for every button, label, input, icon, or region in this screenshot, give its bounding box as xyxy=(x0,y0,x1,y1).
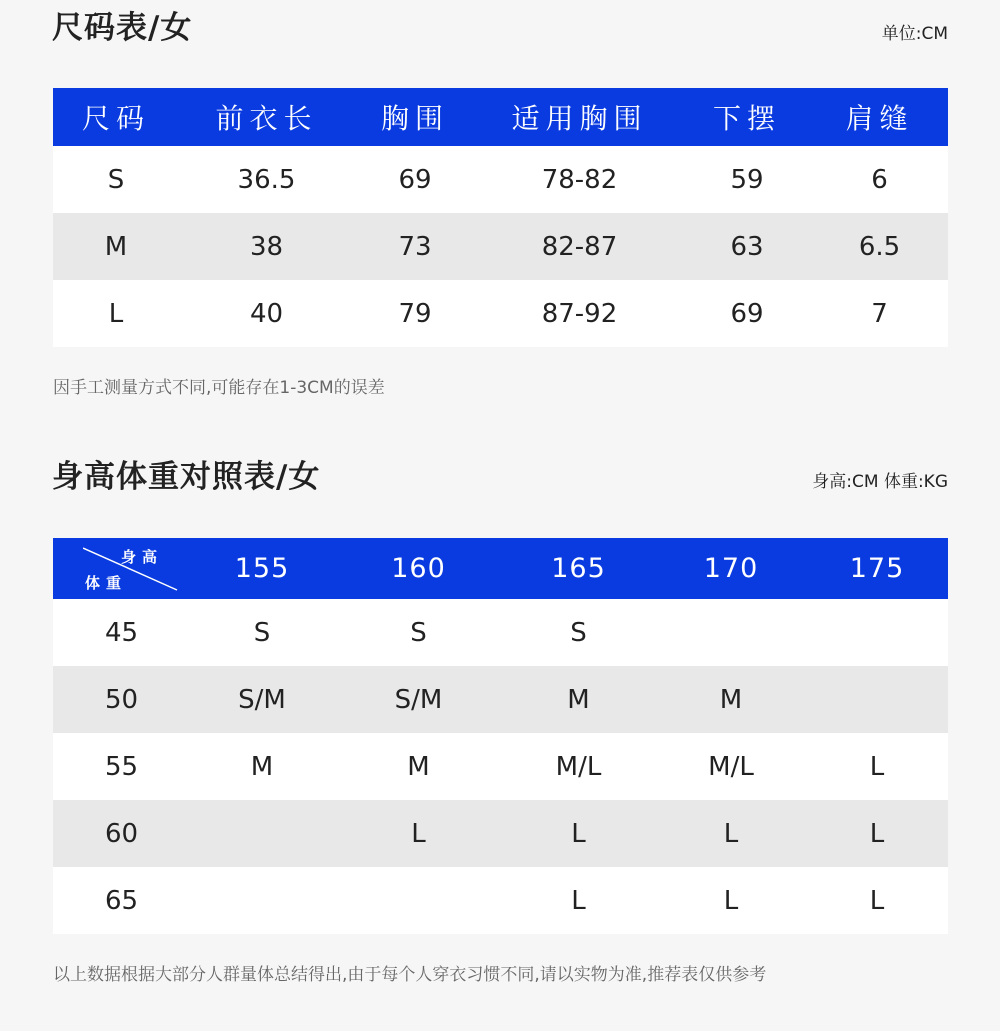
table-row xyxy=(53,733,948,800)
fit-chart-table xyxy=(53,538,948,934)
size-chart-title: 尺码表/女 xyxy=(52,10,193,46)
size-chart-table xyxy=(53,88,948,347)
size-chart-header-row xyxy=(53,88,948,146)
table-row xyxy=(53,666,948,733)
size-recommendation: L xyxy=(723,885,739,916)
table-row xyxy=(53,599,948,666)
size-recommendation: S xyxy=(410,617,427,648)
front-length-cell: 38 xyxy=(249,231,284,262)
size-cell: M xyxy=(104,231,128,262)
corner-height-label: 身高 xyxy=(121,548,164,566)
header-chest: 胸围 xyxy=(380,102,449,135)
corner-weight-label: 体重 xyxy=(85,574,128,592)
size-recommendation: S/M xyxy=(238,684,286,715)
height-header: 155 xyxy=(234,553,290,584)
size-cell: L xyxy=(108,298,124,329)
size-chart-unit: 单位:CM xyxy=(881,24,948,44)
size-recommendation: L xyxy=(869,818,885,849)
size-recommendation: M/L xyxy=(555,751,602,782)
fit-chart-unit: 身高:CM 体重:KG xyxy=(812,472,948,492)
front-length-cell: 40 xyxy=(249,298,284,329)
size-recommendation: L xyxy=(571,885,586,916)
size-chart-note: 因手工测量方式不同,可能存在1-3CM的误差 xyxy=(53,378,385,398)
hem-cell: 63 xyxy=(730,231,764,262)
hem-cell: 59 xyxy=(730,164,764,195)
table-row xyxy=(53,280,948,347)
size-recommendation: L xyxy=(869,751,885,782)
size-recommendation: S xyxy=(253,617,271,648)
chest-cell: 79 xyxy=(398,298,432,329)
table-row xyxy=(53,867,948,934)
table-row xyxy=(53,213,948,280)
header-shoulder: 肩缝 xyxy=(845,102,914,135)
hem-cell: 69 xyxy=(730,298,764,329)
fit-chart-title: 身高体重对照表/女 xyxy=(52,459,321,495)
weight-cell: 60 xyxy=(105,818,139,849)
fit-chest-cell: 87-92 xyxy=(541,298,618,329)
size-recommendation: L xyxy=(411,818,426,849)
size-recommendation: L xyxy=(571,818,586,849)
height-header: 165 xyxy=(551,553,606,584)
height-header: 175 xyxy=(849,553,905,584)
fit-chart-header-row xyxy=(53,538,948,599)
shoulder-cell: 6 xyxy=(871,164,888,195)
size-recommendation: M xyxy=(719,684,743,715)
header-size: 尺码 xyxy=(81,102,150,135)
shoulder-cell: 7 xyxy=(871,298,888,329)
size-recommendation: L xyxy=(869,885,885,916)
size-recommendation: M xyxy=(567,684,590,715)
weight-cell: 45 xyxy=(105,617,139,648)
chest-cell: 69 xyxy=(398,164,432,195)
corner-cell xyxy=(53,538,188,599)
shoulder-cell: 6.5 xyxy=(858,231,901,262)
front-length-cell: 36.5 xyxy=(237,164,296,195)
fit-chest-cell: 82-87 xyxy=(541,231,618,262)
header-fit-chest: 适用胸围 xyxy=(511,102,648,135)
fit-chest-cell: 78-82 xyxy=(541,164,618,195)
weight-cell: 65 xyxy=(105,885,139,916)
weight-cell: 50 xyxy=(105,684,139,715)
table-row xyxy=(53,146,948,213)
weight-cell: 55 xyxy=(105,751,139,782)
header-hem: 下摆 xyxy=(712,102,781,135)
size-recommendation: S/M xyxy=(394,684,443,715)
header-front-length: 前衣长 xyxy=(215,102,318,135)
height-header: 170 xyxy=(703,553,759,584)
size-recommendation: L xyxy=(723,818,739,849)
chest-cell: 73 xyxy=(398,231,432,262)
table-row xyxy=(53,800,948,867)
size-recommendation: M/L xyxy=(708,751,754,782)
size-cell: S xyxy=(107,164,125,195)
size-recommendation: M xyxy=(250,751,274,782)
fit-chart-note: 以上数据根据大部分人群量体总结得出,由于每个人穿衣习惯不同,请以实物为准,推荐表仅供参考 xyxy=(53,965,767,985)
height-header: 160 xyxy=(391,553,446,584)
size-recommendation: S xyxy=(570,617,587,648)
size-recommendation: M xyxy=(407,751,430,782)
